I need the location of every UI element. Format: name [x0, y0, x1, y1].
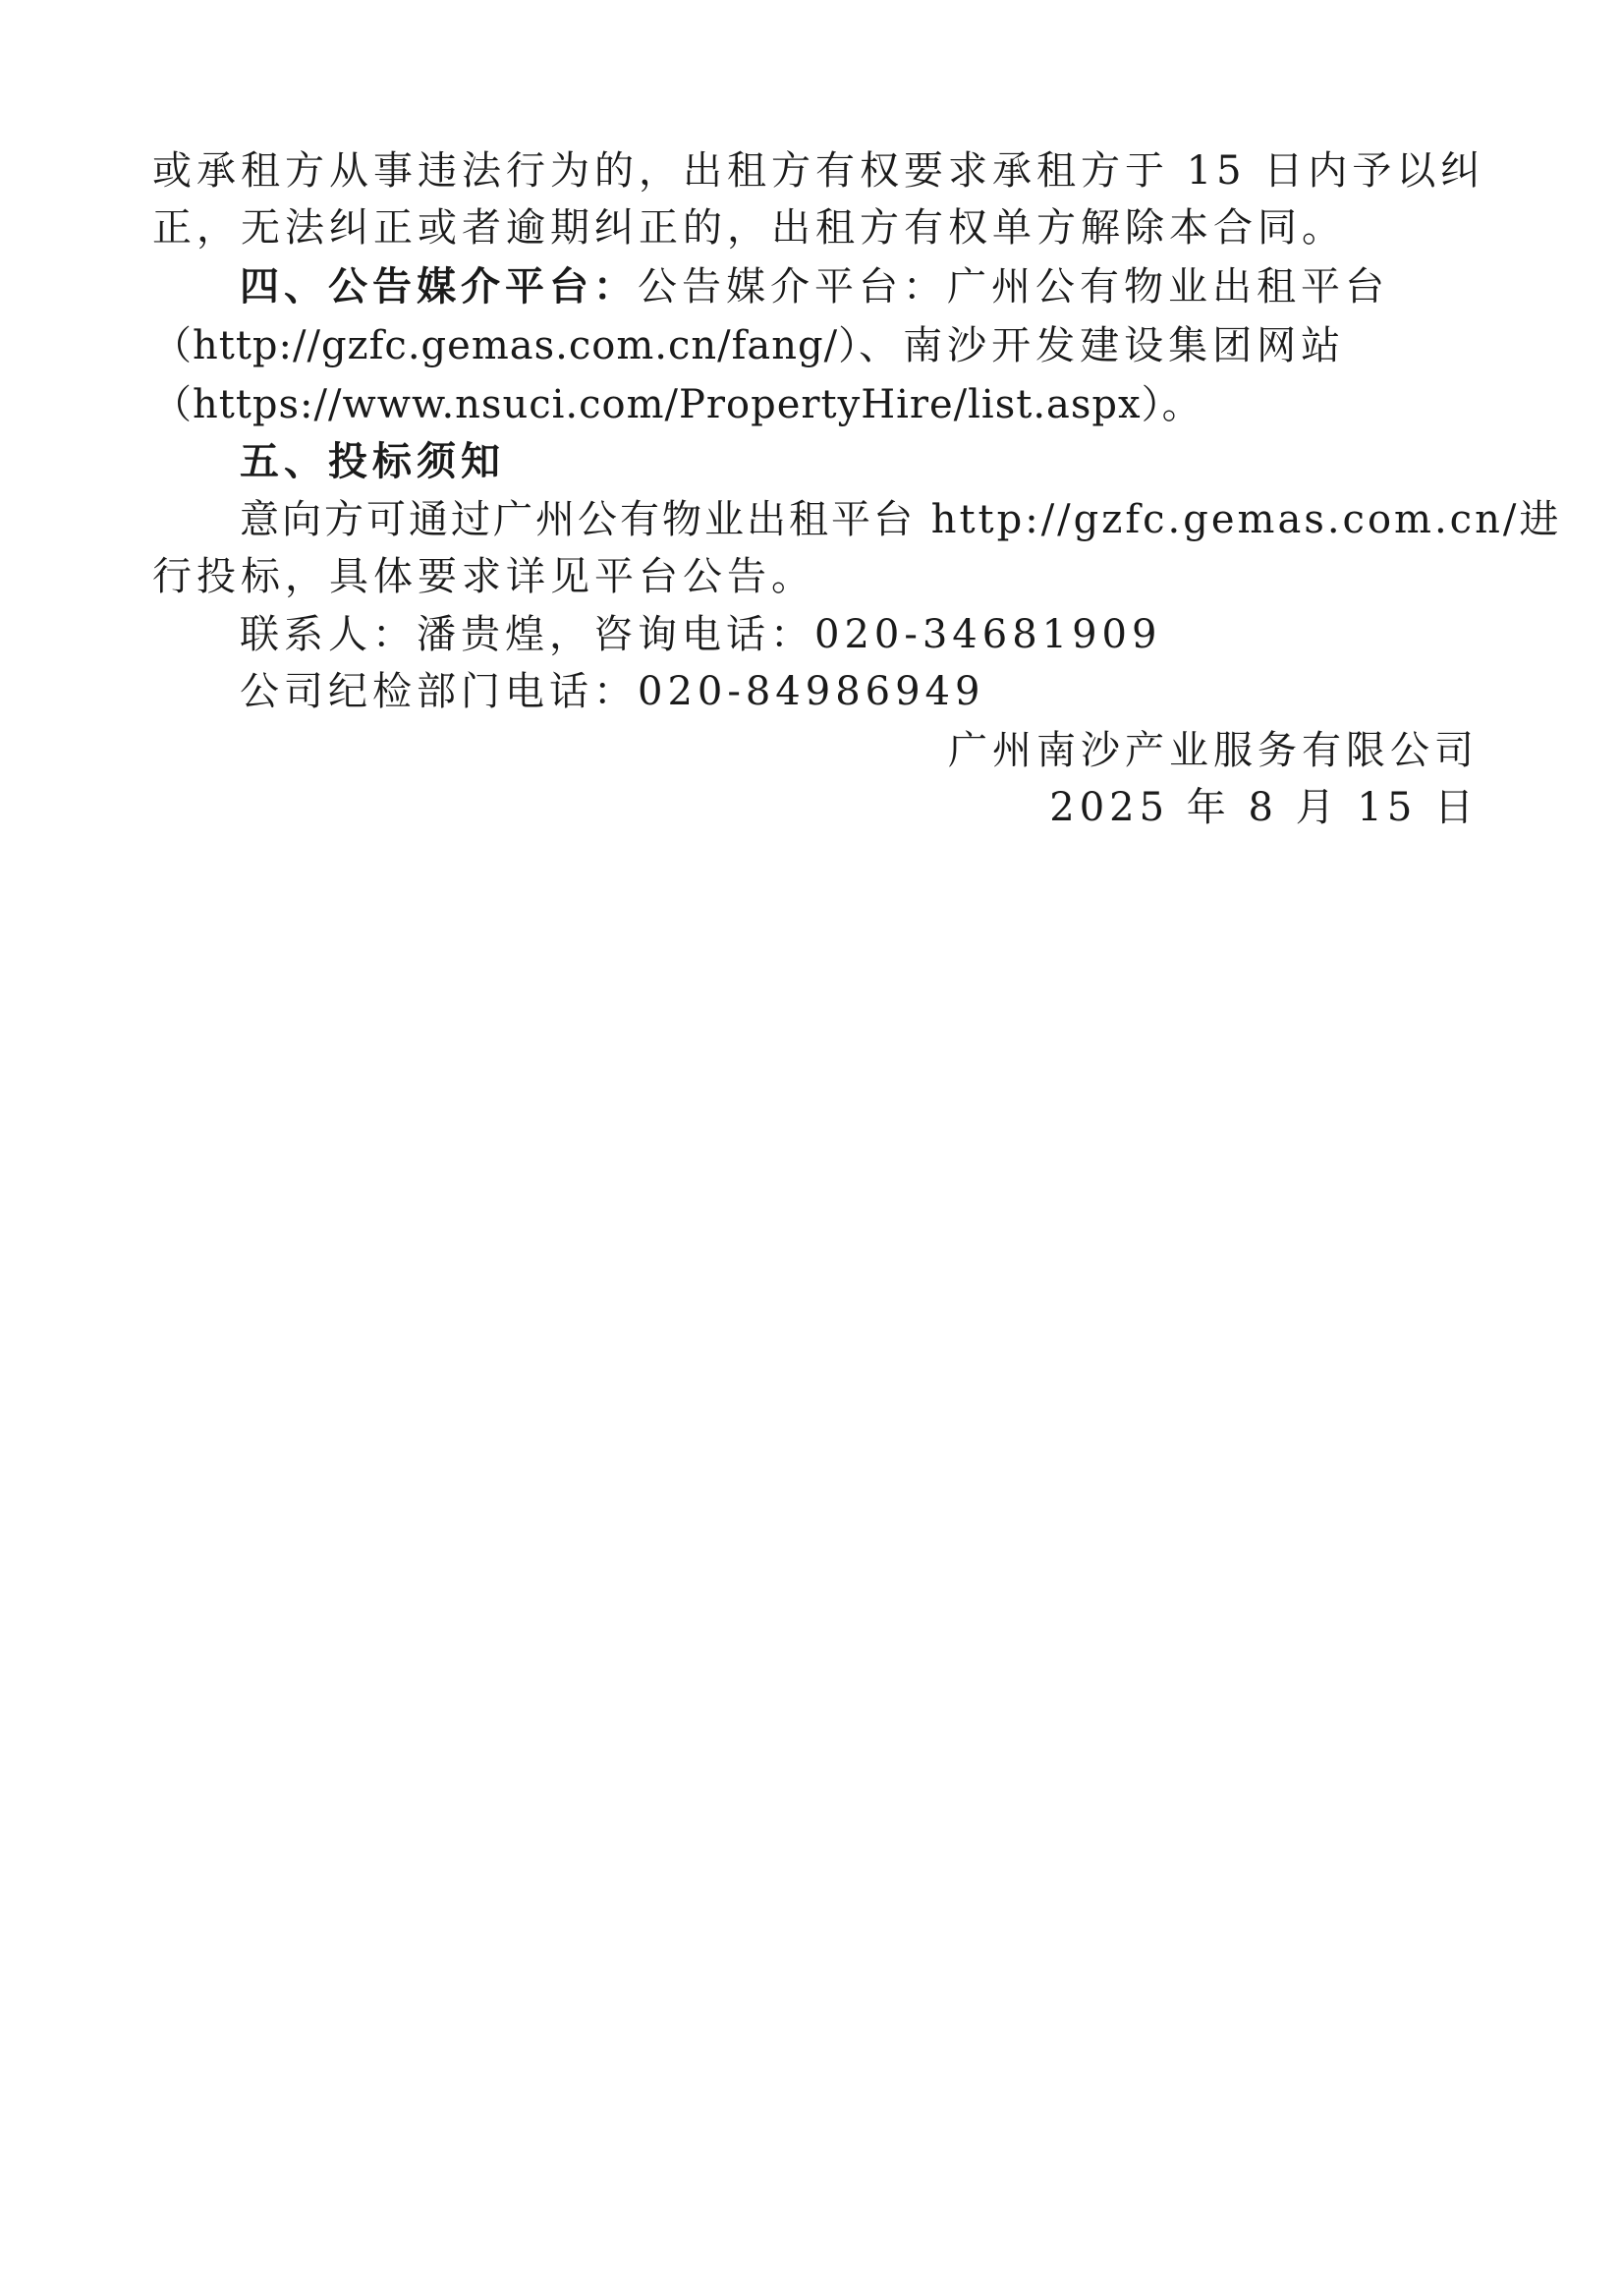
- section-5-heading: 五、投标须知: [240, 438, 505, 484]
- section-4-end: 。: [1161, 382, 1206, 427]
- contact-line: 联系人：潘贵煌，咨询电话：020-34681909: [240, 612, 1162, 657]
- section-4-text: 、南沙开发建设集团网站: [859, 323, 1346, 368]
- paragraph-line: 或承租方从事违法行为的，出租方有权要求承租方于 15 日内予以纠: [152, 148, 1485, 194]
- paragraph-line: 正，无法纠正或者逾期纠正的，出租方有权单方解除本合同。: [152, 205, 1346, 251]
- section-5-line: 意向方可通过广州公有物业出租平台 http://gzfc.gemas.com.cn/进: [240, 497, 1562, 542]
- signature-date: 2025 年 8 月 15 日: [1049, 785, 1479, 830]
- section-4-line: [152, 322, 1479, 369]
- platform-url: （https://www.nsuci.com/PropertyHire/list.aspx）: [152, 382, 1162, 427]
- signature-company: 广州南沙产业服务有限公司: [948, 728, 1479, 773]
- discipline-phone-line: 公司纪检部门电话：020-84986949: [240, 669, 985, 714]
- section-4-text: 公告媒介平台：广州公有物业出租平台: [638, 264, 1389, 309]
- section-4-heading: 四、公告媒介平台：: [240, 263, 638, 309]
- section-4-line: [152, 381, 1479, 428]
- section-4-line: [240, 263, 1566, 310]
- platform-url: （http://gzfc.gemas.com.cn/fang/）: [152, 323, 860, 368]
- section-5-line: 行投标，具体要求详见平台公告。: [152, 554, 815, 599]
